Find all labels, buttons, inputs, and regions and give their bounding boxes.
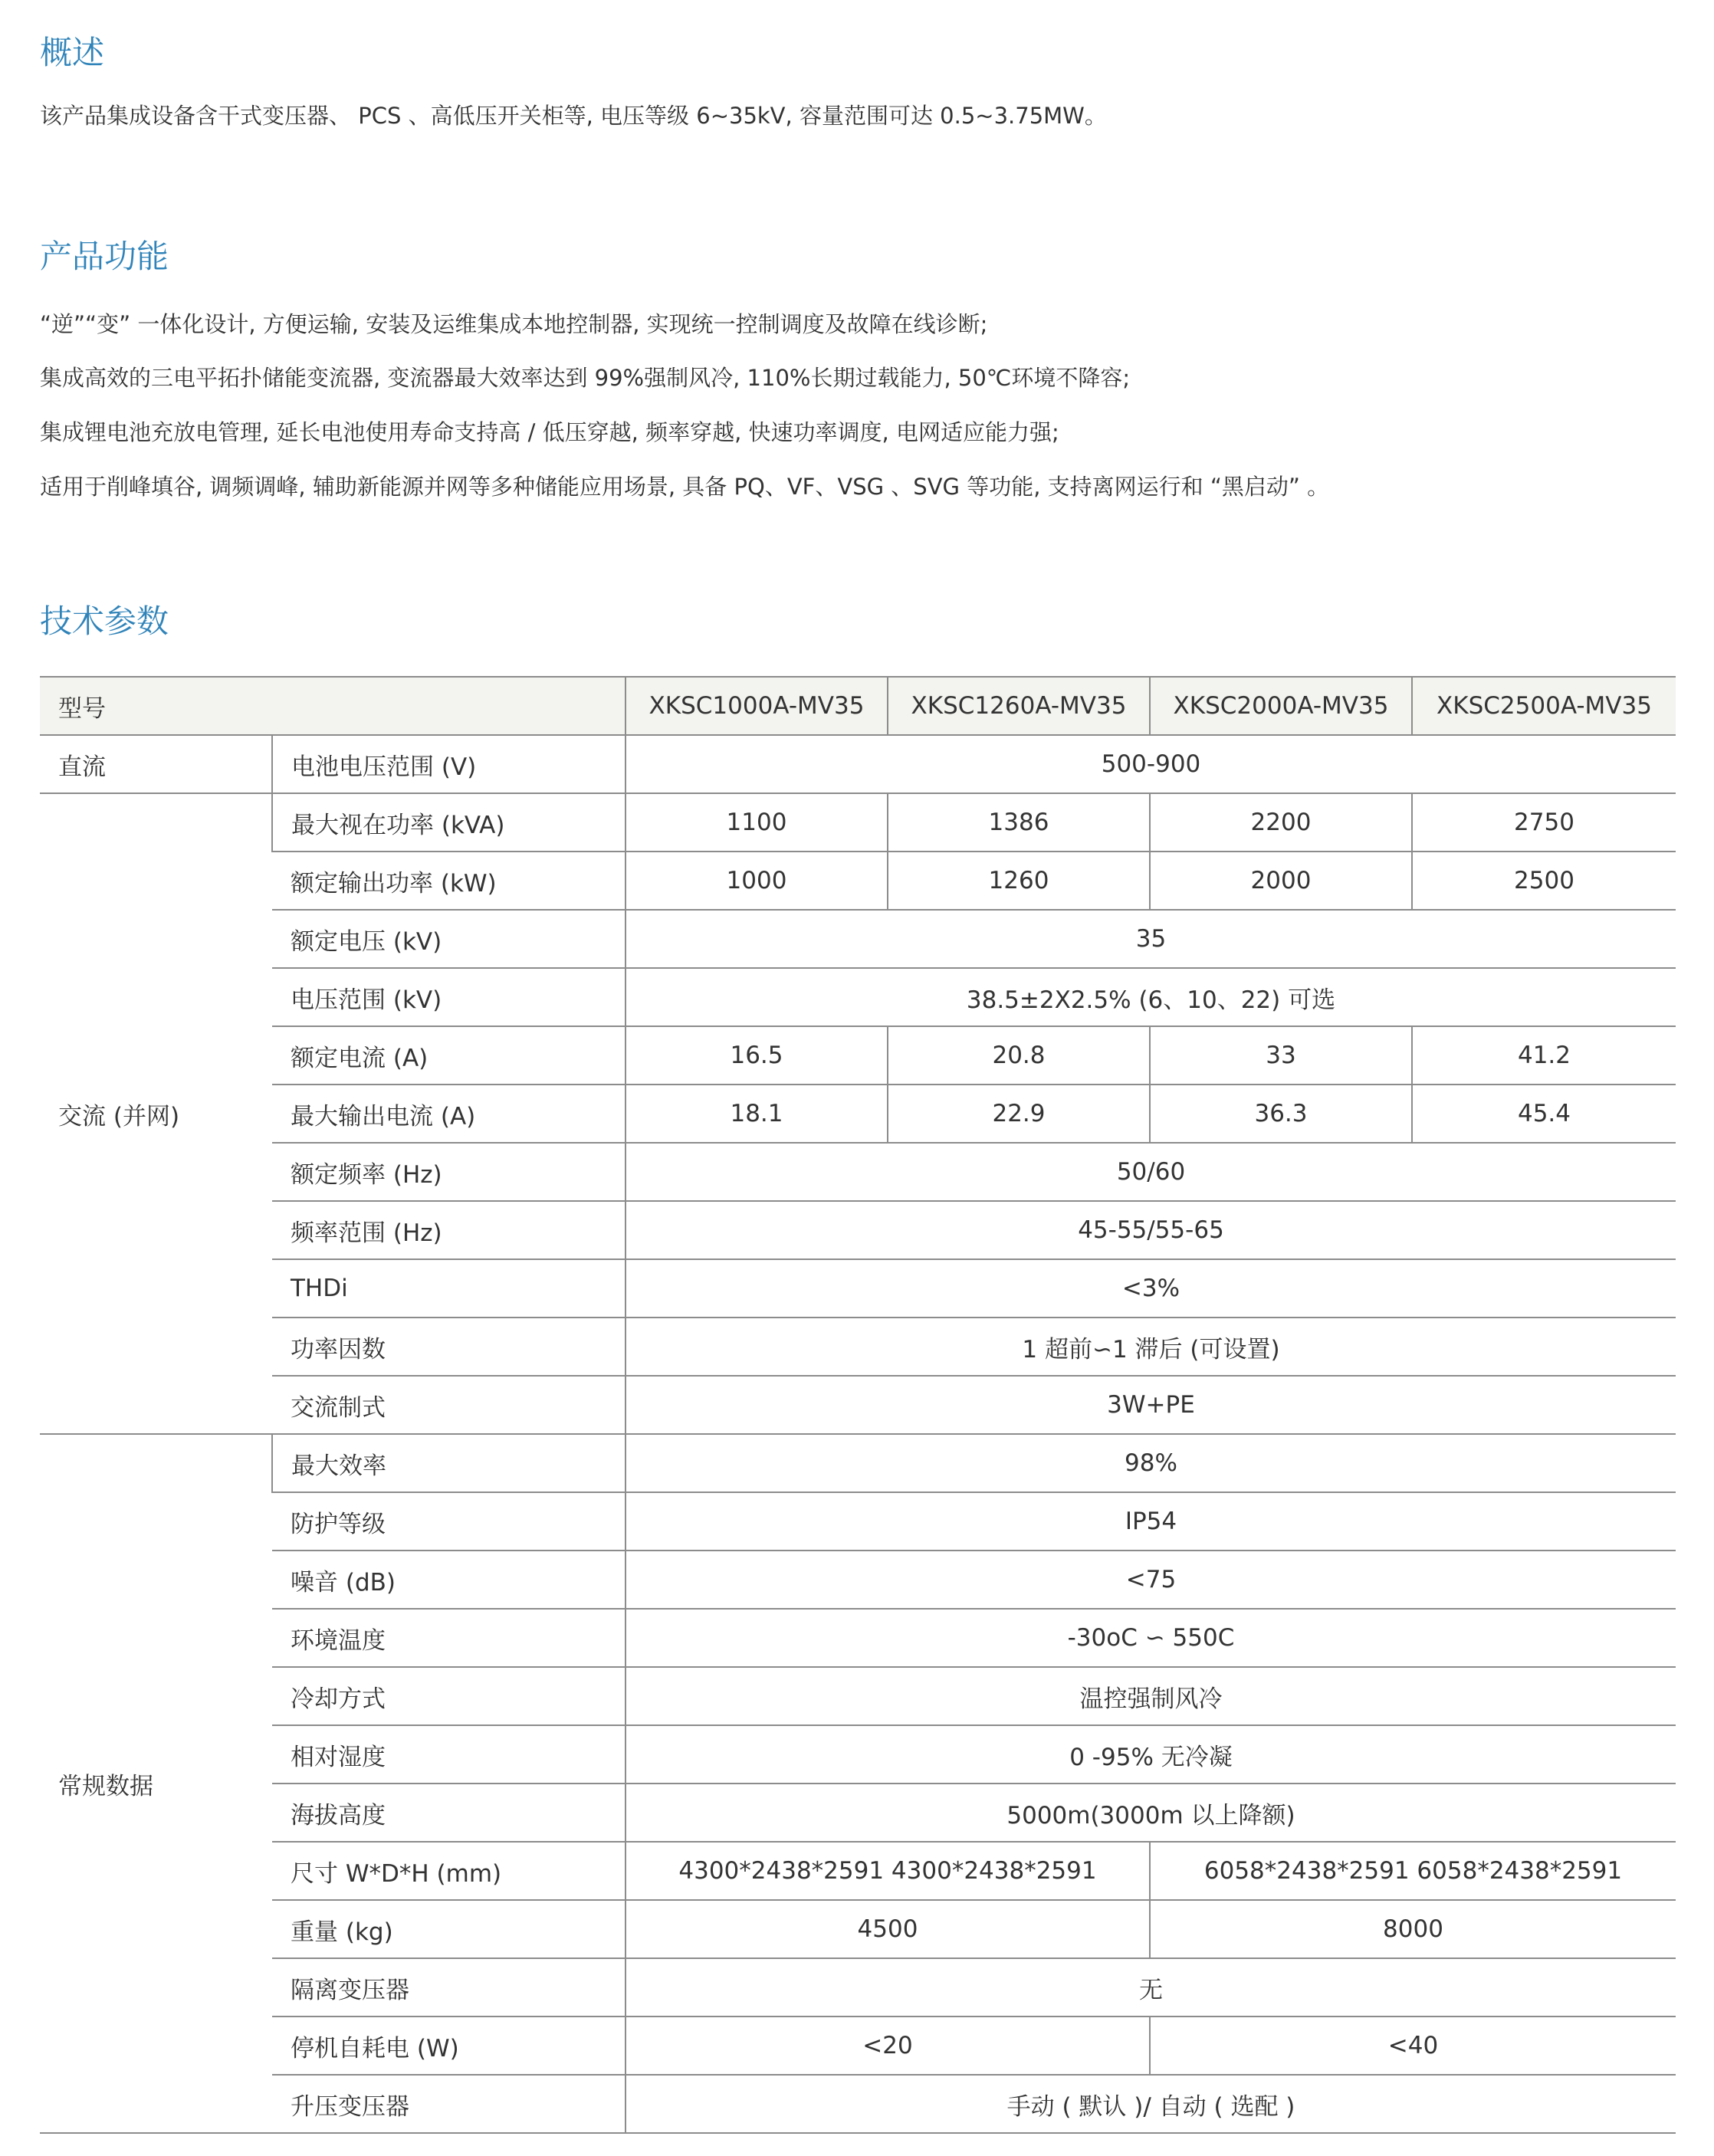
table-row	[40, 1143, 1676, 1201]
category-ac: 交流 (并网)	[40, 793, 272, 1434]
row-value: 无	[626, 1958, 1676, 2017]
row-value: 35	[626, 910, 1676, 968]
model-label: 型号	[40, 677, 626, 735]
row-value: 1 超前∽1 滞后 (可设置)	[626, 1318, 1676, 1376]
table-row	[40, 852, 1676, 910]
row-value: IP54	[626, 1492, 1676, 1551]
row-value: 16.5	[626, 1026, 888, 1085]
row-value: 22.9	[888, 1085, 1150, 1143]
table-row	[40, 1434, 1676, 1492]
model-name: XKSC2000A-MV35	[1150, 677, 1412, 735]
row-label: 额定电流 (A)	[272, 1026, 626, 1085]
row-value: 8000	[1150, 1900, 1676, 1958]
row-label: 环境温度	[272, 1609, 626, 1667]
row-value: 2200	[1150, 793, 1412, 852]
row-value: 45-55/55-65	[626, 1201, 1676, 1259]
table-row	[40, 1201, 1676, 1259]
row-label: 频率范围 (Hz)	[272, 1201, 626, 1259]
row-value: 18.1	[626, 1085, 888, 1143]
row-value: 0 -95% 无冷凝	[626, 1725, 1676, 1784]
row-label: 隔离变压器	[272, 1958, 626, 2017]
spec-table	[40, 676, 1676, 2134]
row-value: 1100	[626, 793, 888, 852]
table-row	[40, 1318, 1676, 1376]
row-value: -30oC ∽ 550C	[626, 1609, 1676, 1667]
table-row	[40, 1551, 1676, 1609]
row-value: 6058*2438*2591 6058*2438*2591	[1150, 1842, 1676, 1900]
row-label: 额定输出功率 (kW)	[272, 852, 626, 910]
row-label: 最大视在功率 (kVA)	[272, 793, 626, 852]
table-row	[40, 793, 1676, 852]
row-value: 2750	[1412, 793, 1676, 852]
specs-title: 技术参数	[40, 602, 169, 640]
table-row	[40, 735, 1676, 793]
row-value: <3%	[626, 1259, 1676, 1318]
row-value: 98%	[626, 1434, 1676, 1492]
function-line-1: “逆”“变” 一体化设计, 方便运输, 安装及运维集成本地控制器, 实现统一控制调度及故障在线诊断;	[40, 311, 988, 337]
function-line-2: 集成高效的三电平拓扑储能变流器, 变流器最大效率达到 99%强制风冷, 110%长期过载能力, 50℃环境不降容;	[40, 365, 1131, 391]
model-name: XKSC1000A-MV35	[626, 677, 888, 735]
row-value: 1386	[888, 793, 1150, 852]
row-label: 额定频率 (Hz)	[272, 1143, 626, 1201]
row-value: 41.2	[1412, 1026, 1676, 1085]
row-value: 手动 ( 默认 )/ 自动 ( 选配 )	[626, 2075, 1676, 2133]
table-row	[40, 2075, 1676, 2133]
functions-title: 产品功能	[40, 238, 169, 275]
row-label: 功率因数	[272, 1318, 626, 1376]
function-line-3: 集成锂电池充放电管理, 延长电池使用寿命支持高 / 低压穿越, 频率穿越, 快速功率调度, 电网适应能力强;	[40, 419, 1059, 445]
row-label: THDi	[272, 1259, 626, 1318]
row-label: 升压变压器	[272, 2075, 626, 2133]
row-value: 1260	[888, 852, 1150, 910]
row-label: 停机自耗电 (W)	[272, 2017, 626, 2075]
row-value: 1000	[626, 852, 888, 910]
spec-header-row	[40, 677, 1676, 735]
model-name: XKSC2500A-MV35	[1412, 677, 1676, 735]
row-value: <40	[1150, 2017, 1676, 2075]
table-row	[40, 1725, 1676, 1784]
overview-title: 概述	[40, 34, 105, 71]
row-value: 5000m(3000m 以上降额)	[626, 1784, 1676, 1842]
table-row	[40, 1667, 1676, 1725]
table-row	[40, 1085, 1676, 1143]
row-label: 防护等级	[272, 1492, 626, 1551]
row-value: 2500	[1412, 852, 1676, 910]
row-value: 500-900	[626, 735, 1676, 793]
row-value: <75	[626, 1551, 1676, 1609]
row-value: 36.3	[1150, 1085, 1412, 1143]
row-label: 额定电压 (kV)	[272, 910, 626, 968]
row-label: 冷却方式	[272, 1667, 626, 1725]
table-row	[40, 1900, 1676, 1958]
table-row	[40, 1492, 1676, 1551]
row-label: 最大效率	[272, 1434, 626, 1492]
row-label: 电压范围 (kV)	[272, 968, 626, 1026]
row-label: 电池电压范围 (V)	[272, 735, 626, 793]
row-value: <20	[626, 2017, 1150, 2075]
table-row	[40, 2017, 1676, 2075]
row-label: 海拔高度	[272, 1784, 626, 1842]
row-label: 尺寸 W*D*H (mm)	[272, 1842, 626, 1900]
overview-text: 该产品集成设备含干式变压器、 PCS 、高低压开关柜等, 电压等级 6~35kV, 容量范围可达 0.5~3.75MW。	[40, 103, 1107, 129]
row-label: 交流制式	[272, 1376, 626, 1434]
table-row	[40, 1784, 1676, 1842]
row-value: 3W+PE	[626, 1376, 1676, 1434]
table-row	[40, 968, 1676, 1026]
row-label: 相对湿度	[272, 1725, 626, 1784]
row-value: 温控强制风冷	[626, 1667, 1676, 1725]
row-value: 33	[1150, 1026, 1412, 1085]
row-value: 4300*2438*2591 4300*2438*2591	[626, 1842, 1150, 1900]
row-value: 45.4	[1412, 1085, 1676, 1143]
category-dc: 直流	[40, 735, 272, 793]
function-line-4: 适用于削峰填谷, 调频调峰, 辅助新能源并网等多种储能应用场景, 具备 PQ、VF、VSG 、SVG 等功能, 支持离网运行和 “黑启动” 。	[40, 474, 1330, 500]
table-row	[40, 1376, 1676, 1434]
table-row	[40, 1609, 1676, 1667]
category-general: 常规数据	[40, 1434, 272, 2133]
row-value: 4500	[626, 1900, 1150, 1958]
model-name: XKSC1260A-MV35	[888, 677, 1150, 735]
table-row	[40, 1026, 1676, 1085]
table-row	[40, 1842, 1676, 1900]
row-label: 噪音 (dB)	[272, 1551, 626, 1609]
row-value: 20.8	[888, 1026, 1150, 1085]
table-row	[40, 1958, 1676, 2017]
row-value: 2000	[1150, 852, 1412, 910]
row-value: 50/60	[626, 1143, 1676, 1201]
row-label: 重量 (kg)	[272, 1900, 626, 1958]
table-row	[40, 1259, 1676, 1318]
row-label: 最大输出电流 (A)	[272, 1085, 626, 1143]
table-row	[40, 910, 1676, 968]
row-value: 38.5±2X2.5% (6、10、22) 可选	[626, 968, 1676, 1026]
